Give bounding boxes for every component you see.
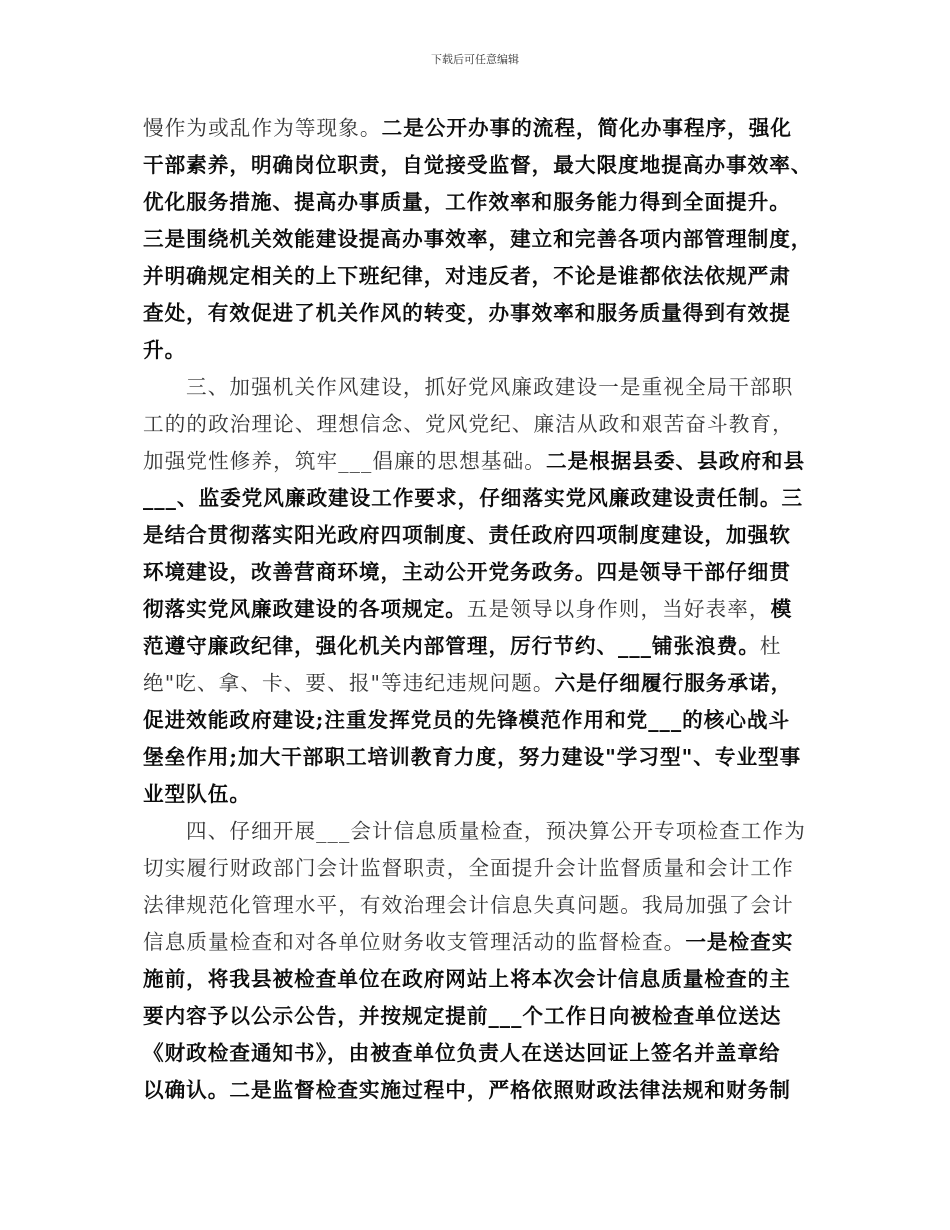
text-line xyxy=(143,554,813,591)
text-line xyxy=(143,665,813,702)
bold-text-segment: 六是仔细履行服务承诺， xyxy=(554,671,793,695)
text-line xyxy=(143,739,813,776)
text-line xyxy=(143,184,813,221)
text-segment: 三、加强机关作风建设，抓好党风廉政建设一是重视全局干部职 xyxy=(186,375,794,399)
bold-text-segment: 是结合贯彻落实阳光政府四项制度、责任政府四项制度建设，加强软 xyxy=(143,523,791,547)
text-line xyxy=(143,850,813,887)
text-segment: 信息质量检查和对各单位财务收支管理活动的监督检查。 xyxy=(143,930,686,954)
bold-text-segment: 查处，有效促进了机关作风的转变，办事效率和服务质量得到有效提 xyxy=(143,301,791,325)
text-line xyxy=(143,480,813,517)
bold-text-segment: 并明确规定相关的上下班纪律，对违反者，不论是谁都依法依规严肃 xyxy=(143,264,791,288)
text-segment: 工的的政治理论、理想信念、党风党纪、廉洁从政和艰苦奋斗教育， xyxy=(143,412,794,436)
bold-text-segment: 彻落实党风廉政建设的各项规定。 xyxy=(143,597,467,621)
text-line xyxy=(143,887,813,924)
bold-text-segment: 堡垒作用;加大干部职工培训教育力度，努力建设"学习型"、专业型事 xyxy=(143,745,802,769)
page-header: 下载后可任意编辑 xyxy=(431,53,519,66)
text-line xyxy=(143,998,813,1035)
text-line xyxy=(143,517,813,554)
bold-text-segment: 干部素养，明确岗位职责，自觉接受监督，最大限度地提高办事效率、 xyxy=(143,153,813,177)
text-line xyxy=(143,628,813,665)
text-line xyxy=(143,813,813,850)
text-segment: 慢作为或乱作为等现象。 xyxy=(143,116,382,140)
bold-text-segment: 二是根据县委、县政府和县 xyxy=(545,449,806,473)
text-line xyxy=(143,1072,813,1109)
bold-text-segment: 以确认。二是监督检查实施过程中，严格依照财政法律法规和财务制 xyxy=(143,1078,791,1102)
text-line xyxy=(143,221,813,258)
text-line xyxy=(143,332,813,369)
text-line xyxy=(143,443,813,480)
bold-text-segment: 促进效能政府建设;注重发挥党员的先锋模范作用和党___的核心战斗 xyxy=(143,708,791,732)
text-line xyxy=(143,147,813,184)
document-body xyxy=(143,110,813,1109)
bold-text-segment: 范遵守廉政纪律，强化机关内部管理，厉行节约、___铺张浪费。 xyxy=(143,634,760,658)
bold-text-segment: 业型队伍。 xyxy=(143,782,251,806)
text-line xyxy=(143,258,813,295)
text-line xyxy=(143,406,813,443)
bold-text-segment: 环境建设，改善营商环境，主动公开党务政务。四是领导干部仔细贯 xyxy=(143,560,791,584)
text-segment: 五是领导以身作则，当好表率， xyxy=(466,597,771,621)
bold-text-segment: 优化服务措施、提高办事质量，工作效率和服务能力得到全面提升。 xyxy=(143,190,791,214)
text-segment: 杜 xyxy=(759,634,782,658)
text-segment: 四、仔细开展___会计信息质量检查，预决算公开专项检查工作为 xyxy=(186,819,806,843)
bold-text-segment: 三是围绕机关效能建设提高办事效率，建立和完善各项内部管理制度， xyxy=(143,227,813,251)
bold-text-segment: 模 xyxy=(770,597,793,621)
text-line xyxy=(143,295,813,332)
bold-text-segment: 二是公开办事的流程，简化办事程序，强化 xyxy=(381,116,792,140)
text-line xyxy=(143,369,813,406)
bold-text-segment: 升。 xyxy=(143,338,187,362)
text-line xyxy=(143,924,813,961)
text-line xyxy=(143,110,813,147)
bold-text-segment: 一是检查实 xyxy=(685,930,794,954)
text-line xyxy=(143,776,813,813)
text-segment: 加强党性修养，筑牢___倡廉的思想基础。 xyxy=(143,449,546,473)
bold-text-segment: 施前，将我县被检查单位在政府网站上将本次会计信息质量检查的主 xyxy=(143,967,791,991)
bold-text-segment: ___、监委党风廉政建设工作要求，仔细落实党风廉政建设责任制。三 xyxy=(143,486,804,510)
text-segment: 绝"吃、拿、卡、要、报"等违纪违规问题。 xyxy=(143,671,555,695)
text-segment: 法律规范化管理水平，有效治理会计信息失真问题。我局加强了会计 xyxy=(143,893,794,917)
text-line xyxy=(143,1035,813,1072)
text-segment: 切实履行财政部门会计监督职责，全面提升会计监督质量和会计工作 xyxy=(143,856,794,880)
text-line xyxy=(143,961,813,998)
bold-text-segment: 要内容予以公示公告，并按规定提前___个工作日向被检查单位送达 xyxy=(143,1004,782,1028)
text-line xyxy=(143,591,813,628)
text-line xyxy=(143,702,813,739)
bold-text-segment: 《财政检查通知书》，由被查单位负责人在送达回证上签名并盖章给 xyxy=(143,1041,781,1065)
